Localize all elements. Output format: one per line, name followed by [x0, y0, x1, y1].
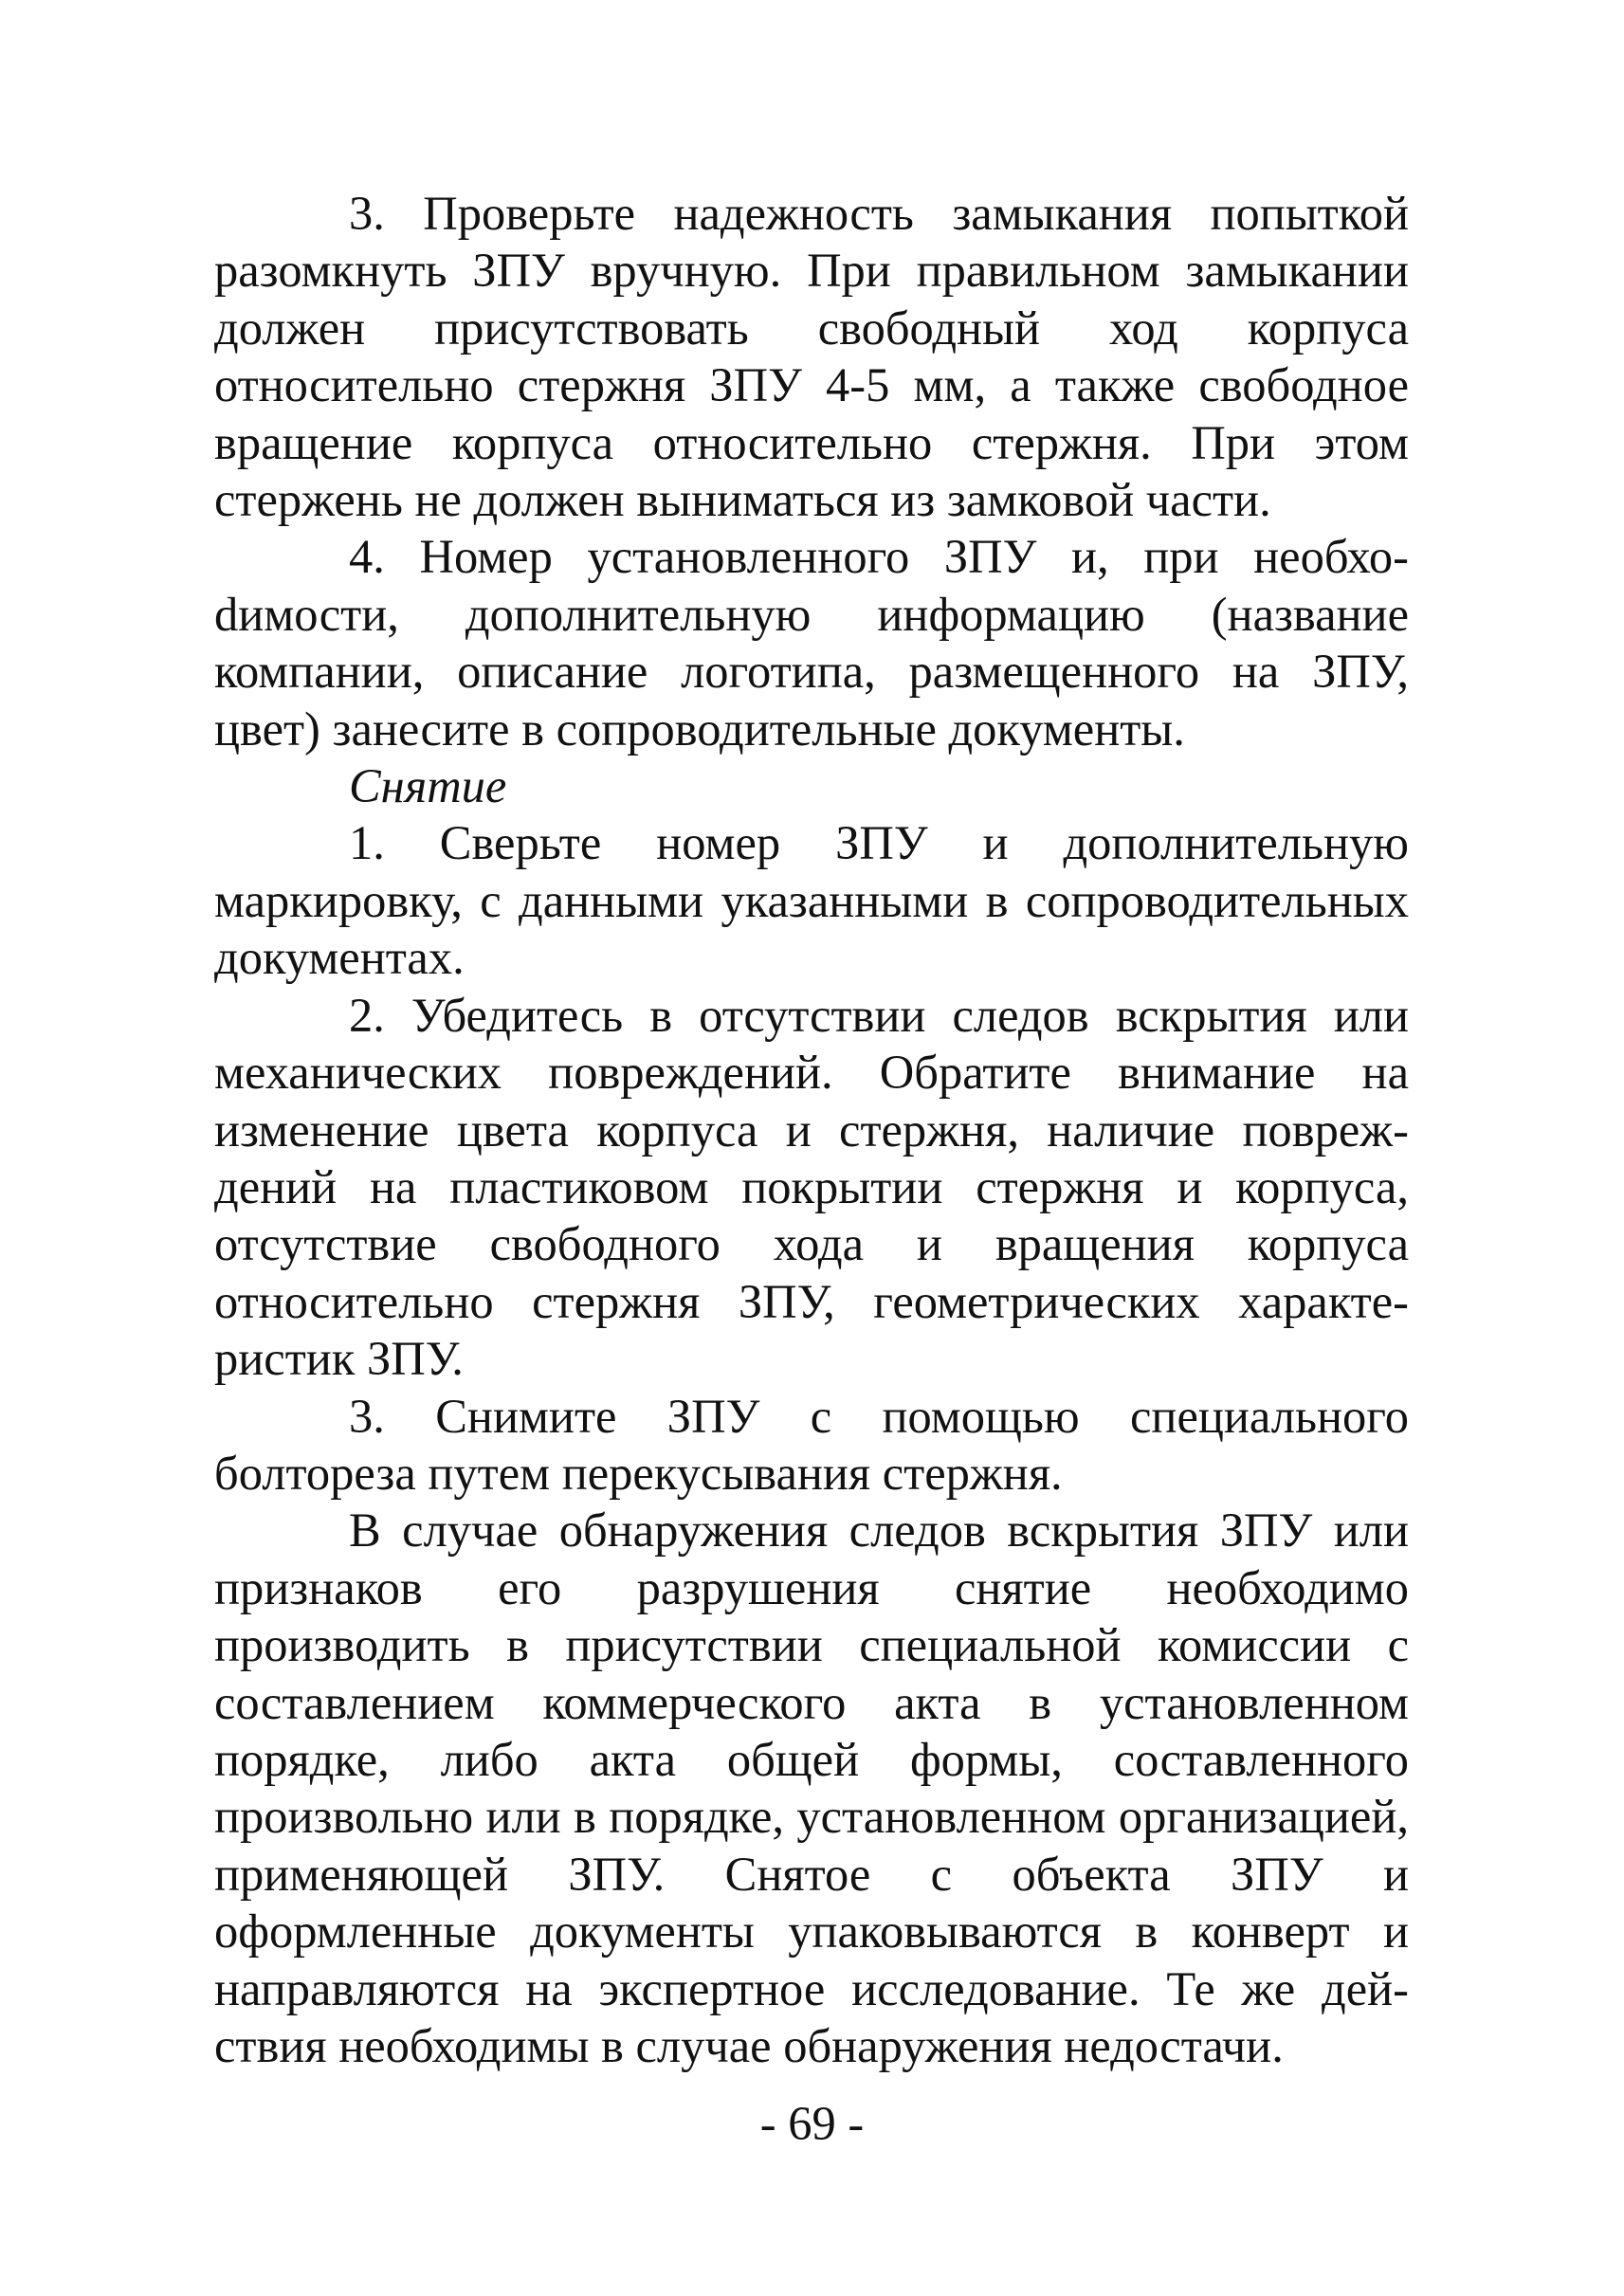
paragraph-commission-procedure: В случае обнаружения следов вскрытия ЗПУ или признаков его разрушения снятие необходимо производить в присутствии специальной комиссии с составлением коммерческого акта в установленном порядке, либо акта общей формы, составленного произвольно или в порядке, установленном организацией, применяющей ЗПУ. Снятое с объекта ЗПУ и оформленные документы упаковываются в конверт и направляются на экспертное исследование. Те же действия необходимы в случае обнаружения недостачи.: [214, 1503, 1409, 2072]
paragraph-check-locking: 3. Проверьте надежность замыкания попыткой разомкнуть ЗПУ вручную. При правильном замыкании должен присутствовать свободный ход корпуса относительно стержня ЗПУ 4-5 мм, а также свободное вращение корпуса относительно стержня. При этом стержень не должен выниматься из замковой части.: [214, 187, 1409, 527]
page-number: - 69 -: [759, 2097, 865, 2150]
section-heading-removal: Снятие: [349, 759, 507, 813]
paragraph-remove-seal: 3. Снимите ЗПУ с помощью специального болтореза путем перекусывания стержня.: [214, 1389, 1409, 1500]
paragraph-verify-number: 1. Сверьте номер ЗПУ и дополнительную маркировку, с данными указанными в сопроводительных документах.: [214, 816, 1409, 985]
document-page: [214, 185, 1409, 2074]
paragraph-record-number: 4. Номер установленного ЗПУ и, при необхоdимости, дополнительную информацию (название компании, описание логотипа, размещенного на ЗПУ, цвет) занесите в сопроводительные документы.: [214, 530, 1409, 756]
paragraph-check-tampering: 2. Убедитесь в отсутствии следов вскрытия или механических повреждений. Обратите внимание на изменение цвета корпуса и стержня, наличие повреждений на пластиковом покрытии стержня и корпуса, отсутствие свободного хода и вращения корпуса относительно стержня ЗПУ, геометрических характеристик ЗПУ.: [214, 988, 1409, 1386]
